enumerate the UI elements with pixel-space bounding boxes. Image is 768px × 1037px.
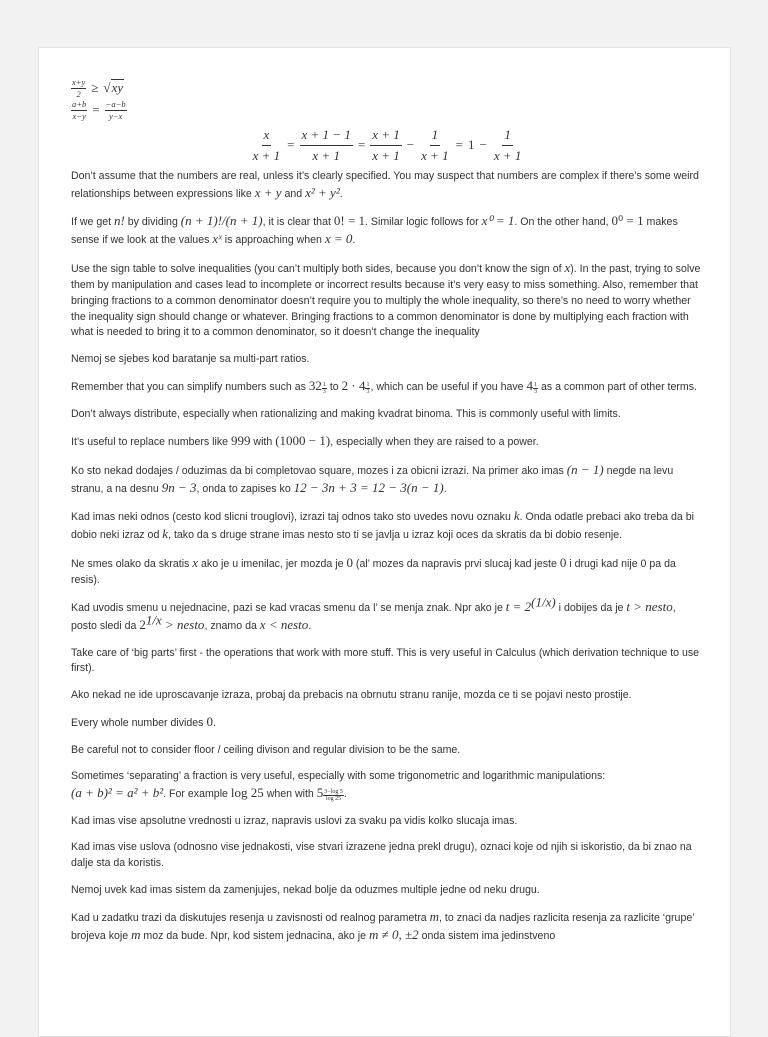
- equation-sign-swap: [71, 99, 703, 121]
- paragraph-cancel-x: [71, 555, 703, 589]
- equals-sign: =: [455, 137, 463, 153]
- text: If we get: [71, 216, 114, 229]
- math: k: [513, 508, 520, 524]
- text: Kad imas neki odnos (cesto kod slicni trouglovi), izrazi taj odnos tako sto uvedes novu oznaku: [71, 511, 514, 524]
- paragraph-ratio-k: [71, 508, 703, 544]
- math: 2 · 4: [341, 378, 366, 394]
- fraction: [71, 78, 86, 99]
- fraction: [71, 100, 87, 121]
- text: Don’t assume that the numbers are real, unless it’s clearly specified. You may suspect that numbers are complex if there’s some weird relationships between expressions like: [71, 170, 699, 200]
- math: x: [564, 259, 571, 275]
- exponent-denominator: 3: [534, 388, 538, 395]
- math: (a + b)² = a² + b²: [71, 785, 164, 801]
- paragraph-complete-square: [71, 462, 703, 498]
- math: k: [162, 526, 169, 542]
- equals-sign: =: [357, 137, 366, 153]
- fraction-numerator: 1: [430, 127, 441, 146]
- fraction-numerator: x + 1: [370, 127, 402, 146]
- math: 32: [308, 378, 322, 394]
- paragraph-separating-fraction: [71, 769, 703, 803]
- math: xˣ: [212, 231, 222, 247]
- fraction: [251, 127, 283, 164]
- exponent-numerator: 1: [366, 381, 370, 388]
- equals-sign: =: [287, 137, 295, 153]
- paragraph-other-side: [71, 688, 703, 704]
- math: 0⁰ = 1: [611, 213, 644, 229]
- text: .: [212, 717, 216, 730]
- text: , znamo da: [204, 620, 260, 633]
- math: 12 − 3n + 3 = 12 − 3(n − 1): [293, 479, 444, 495]
- text: Nemoj se sjebes kod baratanje sa multi-part ratios.: [71, 352, 310, 365]
- math: 4: [526, 378, 534, 394]
- document-card: [38, 47, 731, 1037]
- paragraph-conditions: [71, 840, 703, 872]
- text: . For example: [163, 788, 231, 801]
- fraction-denominator: x + 1: [372, 147, 400, 163]
- math: x: [192, 554, 199, 570]
- paragraph-factorial: [71, 213, 703, 249]
- text: , tako da s druge strane imas nesto sto ti se javlja u izraz koji oces da skratis da bi dobio resenje.: [168, 529, 623, 542]
- text: , posto sledi da: [71, 602, 676, 633]
- radicand: xy: [111, 80, 124, 96]
- exponent-numerator: 3−log 5: [324, 788, 343, 795]
- text: , which can be useful if you have: [370, 381, 527, 394]
- text: , especially when they are raised to a power.: [330, 436, 539, 449]
- text: , onda to zapises ko: [196, 482, 294, 495]
- math: (1000 − 1): [275, 433, 331, 449]
- text: to: [326, 381, 342, 394]
- fraction: [492, 127, 524, 164]
- text: i dobijes da je: [555, 602, 627, 615]
- text: with: [250, 436, 276, 449]
- fraction-numerator: x: [262, 127, 272, 146]
- text: moz da bude. Npr, kod sistem jednacina, ako je: [140, 930, 369, 943]
- text: ako je u imenilac, jer mozda je: [198, 557, 347, 570]
- exponent: 1/x: [145, 612, 162, 628]
- fraction-numerator: x+y: [72, 76, 86, 87]
- text: and: [281, 187, 306, 200]
- paragraph-simplify-powers: [71, 378, 703, 396]
- exponent-numerator: 1: [534, 381, 538, 388]
- text: Sometimes ‘separating’ a fraction is very useful, especially with some trigonometric and logarithmic manipulations:: [71, 770, 606, 783]
- math: m ≠ 0, ±2: [368, 927, 419, 943]
- relation-symbol: =: [92, 102, 100, 118]
- math: (n + 1)!/(n + 1): [180, 213, 263, 229]
- fraction-denominator: x + 1: [252, 147, 281, 163]
- exponent: (1/x): [531, 594, 556, 610]
- text: ). In the past, trying to solve them by manipulation and cases lead to incomplete or incorrect results because it’s very easy to miss something. Also, remember that bringing fractions to a common denominator doesn’t require you to multiply the whole inequality, so there’s no need to worry whether the inequality sign should change or whatever. Bringing fractions to a common denominator is done by multiplying each fraction with what is needed to bring it to a common denominator, so it doesn’t change the inequality: [71, 262, 701, 339]
- document-content: [71, 77, 703, 956]
- text: Nemoj uvek kad imas sistem da zamenjujes, nekad bolje da oduzmes multiple jedne od neku drugu.: [71, 883, 540, 896]
- math: n!: [114, 213, 125, 229]
- fraction: [419, 127, 451, 164]
- exponent-denominator: 3: [366, 388, 370, 395]
- text: makes sense if we look at the values: [71, 216, 678, 247]
- text: i drugi kad nije 0 pa da resis).: [71, 557, 676, 586]
- math: x + y: [254, 184, 282, 200]
- text: .: [343, 788, 347, 801]
- text: Don’t always distribute, especially when rationalizing and making kvadrat binoma. This is commonly useful with limits.: [71, 407, 621, 420]
- math: 5: [316, 785, 324, 801]
- paragraph-complex-numbers: [71, 169, 703, 203]
- minus-sign: −: [406, 137, 415, 153]
- text: Kad uvodis smenu u nejednacine, pazi se kad vracas smenu da l’ se menja znak. Npr ako je: [71, 602, 506, 615]
- math: 9n − 3: [161, 479, 197, 495]
- paragraph-parameter: [71, 909, 703, 945]
- text: Be careful not to consider floor / ceiling divison and regular division to be the same.: [71, 743, 461, 756]
- fraction: [300, 127, 353, 164]
- fraction-denominator: x + 1: [493, 147, 522, 163]
- text: Ako nekad ne ide uproscavanje izraza, probaj da prebacis na obrnutu stranu ranije, mozda ce ti se pojavi nesto prostije.: [71, 688, 632, 701]
- text: Kad u zadatku trazi da diskutujes resenja u zavisnosti od realnog parametra: [71, 912, 430, 925]
- math: x⁰ = 1: [481, 213, 515, 229]
- text: Remember that you can simplify numbers such as: [71, 381, 309, 394]
- text: .: [339, 187, 343, 200]
- text: Kad imas vise apsolutne vrednosti u izraz, napravis uslovi za svaku pa vidis kolko slucaja imas.: [71, 814, 518, 827]
- paragraph-floor-ceiling: [71, 743, 703, 759]
- fraction-denominator: x + 1: [312, 147, 340, 163]
- math: 2: [139, 617, 146, 633]
- math: t = 2: [505, 599, 532, 615]
- fraction-numerator: −a−b: [105, 98, 126, 109]
- paragraph-big-parts: [71, 646, 703, 678]
- math: x < nesto: [259, 617, 309, 633]
- text: , to znaci da nadjes razlicita resenja za razlicite ‘grupe’ brojeva koje: [71, 912, 695, 943]
- exponent-fraction: [323, 789, 344, 802]
- exponent-numerator: 1: [322, 381, 326, 388]
- square-root: √xy: [103, 80, 124, 96]
- math: log 25: [230, 785, 264, 801]
- display-equation: [71, 123, 703, 167]
- text: as a common part of other terms.: [538, 381, 697, 394]
- fraction-denominator: 2: [76, 88, 81, 99]
- paragraph-replace-numbers: [71, 433, 703, 451]
- fraction-numerator: x + 1 − 1: [300, 127, 353, 146]
- fraction: [370, 127, 402, 164]
- math: (n − 1): [566, 461, 604, 477]
- fraction-numerator: 1: [502, 127, 513, 146]
- text: when with: [263, 788, 317, 801]
- math: 0: [206, 714, 213, 730]
- text: .: [443, 482, 447, 495]
- text: .: [352, 234, 356, 247]
- text: Ne smes olako da skratis: [71, 557, 193, 570]
- text: , it is clear that: [262, 216, 334, 229]
- text: onda sistem ima jedinstveno: [418, 930, 556, 943]
- text: by dividing: [124, 216, 181, 229]
- fraction-numerator: a+b: [72, 98, 87, 109]
- exponent-denominator: log 25: [325, 795, 342, 802]
- fraction-denominator: x + 1: [421, 147, 449, 163]
- paragraph-sign-table: [71, 260, 703, 342]
- paragraph-substitution: [71, 594, 703, 635]
- math: 0! = 1: [333, 213, 366, 229]
- math: > nesto: [161, 617, 205, 633]
- minus-sign: −: [479, 137, 487, 153]
- text: Use the sign table to solve inequalities (you can’t multiply both sides, because you don’t know the sign of: [71, 262, 565, 275]
- paragraph-divides-zero: [71, 714, 703, 732]
- math: 0: [346, 554, 353, 570]
- fraction: [105, 100, 127, 121]
- math: x = 0: [324, 231, 353, 247]
- exponent-denominator: 3: [322, 388, 326, 395]
- paragraph-systems: [71, 883, 703, 899]
- paragraph-ratios: [71, 352, 703, 368]
- text: . Onda odatle prebaci ako treba da bi dobio neki izraz od: [71, 511, 694, 542]
- paragraph-absolute-values: [71, 814, 703, 830]
- math: x² + y²: [305, 184, 340, 200]
- text: . Similar logic follows for: [365, 216, 482, 229]
- text: negde na levu stranu, a na desnu: [71, 464, 674, 495]
- text: Kad imas vise uslova (odnosno vise jednakosti, vise stvari izrazene jedna prekl drugu), oznaci koje od njih si iskoristio, da bi znao na dalje sta da koristis.: [71, 841, 692, 870]
- text: Ko sto nekad dodajes / oduzimas da bi completovao square, mozes i za obicni izrazi. Na primer ako imas: [71, 464, 567, 477]
- text: It’s useful to replace numbers like: [71, 436, 231, 449]
- text: (al’ mozes da napravis prvi slucaj kad jeste: [352, 557, 560, 570]
- math: m: [429, 909, 440, 925]
- paragraph-distribute: [71, 407, 703, 423]
- text: .: [308, 620, 312, 633]
- relation-symbol: ≥: [91, 80, 99, 96]
- math: m: [131, 927, 141, 943]
- text: Every whole number divides: [71, 717, 207, 730]
- math: 0: [559, 554, 567, 570]
- text: . On the other hand,: [514, 216, 612, 229]
- fraction-denominator: y−x: [108, 110, 123, 121]
- math: 999: [230, 433, 251, 449]
- fraction-denominator: x−y: [72, 110, 86, 121]
- equation-am-gm: [71, 77, 703, 99]
- text: is approaching when: [221, 234, 325, 247]
- math: t > nesto: [626, 599, 673, 615]
- text: Take care of ‘big parts’ first - the operations that work with more stuff. This is very useful in Calculus (which derivation technique to use first).: [71, 646, 700, 675]
- constant-one: 1: [467, 137, 475, 153]
